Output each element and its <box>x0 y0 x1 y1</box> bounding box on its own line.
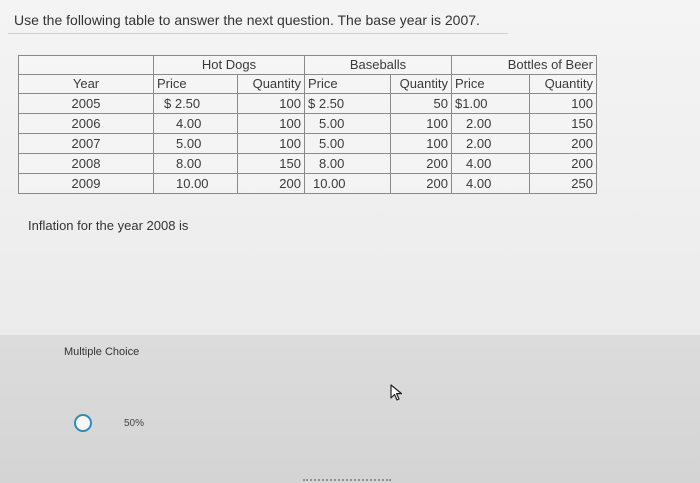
table-cell: 8.00 <box>154 154 238 174</box>
scroll-indicator <box>303 479 391 481</box>
table-cell: 200 <box>391 154 452 174</box>
table-cell: 5.00 <box>154 134 238 154</box>
quantity-header: Quantity <box>238 75 305 94</box>
table-cell: 150 <box>530 114 597 134</box>
price-header: Price <box>305 75 391 94</box>
year-header: Year <box>19 75 154 94</box>
table-cell: 2005 <box>19 94 154 114</box>
divider <box>8 33 508 34</box>
table-cell: 2006 <box>19 114 154 134</box>
table-cell: 5.00 <box>305 134 391 154</box>
table-cell: 10.00 <box>305 174 391 194</box>
table-cell: 2007 <box>19 134 154 154</box>
table-cell: 2.00 <box>452 134 530 154</box>
table-cell: 10.00 <box>154 174 238 194</box>
table-sub-header-row <box>19 75 597 94</box>
data-table <box>18 55 597 194</box>
table-row <box>19 134 597 154</box>
table-header-cell <box>19 56 154 75</box>
table-row <box>19 174 597 194</box>
table-cell: 150 <box>238 154 305 174</box>
table-group-header-row <box>19 56 597 75</box>
price-header: Price <box>154 75 238 94</box>
table-cell: 200 <box>238 174 305 194</box>
table-cell: 100 <box>238 134 305 154</box>
quantity-header: Quantity <box>391 75 452 94</box>
table-row <box>19 154 597 174</box>
table-cell: 50 <box>391 94 452 114</box>
group-header-hot-dogs: Hot Dogs <box>154 56 305 75</box>
table-cell: 4.00 <box>452 174 530 194</box>
table-cell: $ 2.50 <box>154 94 238 114</box>
table-cell: 2.00 <box>452 114 530 134</box>
table-cell: 100 <box>530 94 597 114</box>
group-header-beer: Bottles of Beer <box>452 56 597 75</box>
question-text: Inflation for the year 2008 is <box>28 218 189 233</box>
table-cell: 2008 <box>19 154 154 174</box>
option-radio-button[interactable] <box>74 414 92 432</box>
table-row <box>19 114 597 134</box>
table-cell: 100 <box>238 94 305 114</box>
table-cell: 200 <box>530 134 597 154</box>
table-cell: 100 <box>391 114 452 134</box>
table-cell: $ 2.50 <box>305 94 391 114</box>
multiple-choice-label: Multiple Choice <box>64 346 140 358</box>
mouse-pointer-icon <box>390 384 404 407</box>
instructions-text: Use the following table to answer the next question. The base year is 2007. <box>14 12 480 28</box>
table-row <box>19 94 597 114</box>
table-cell: 200 <box>530 154 597 174</box>
quantity-header: Quantity <box>530 75 597 94</box>
table-cell: 2009 <box>19 174 154 194</box>
table-cell: 100 <box>238 114 305 134</box>
table-cell: 200 <box>391 174 452 194</box>
table-cell: 4.00 <box>452 154 530 174</box>
table-cell: 4.00 <box>154 114 238 134</box>
group-header-baseballs: Baseballs <box>305 56 452 75</box>
table-cell: 100 <box>391 134 452 154</box>
table-cell: $1.00 <box>452 94 530 114</box>
table-cell: 5.00 <box>305 114 391 134</box>
table-cell: 250 <box>530 174 597 194</box>
table-cell: 8.00 <box>305 154 391 174</box>
option-label[interactable]: 50% <box>124 418 145 429</box>
price-header: Price <box>452 75 530 94</box>
